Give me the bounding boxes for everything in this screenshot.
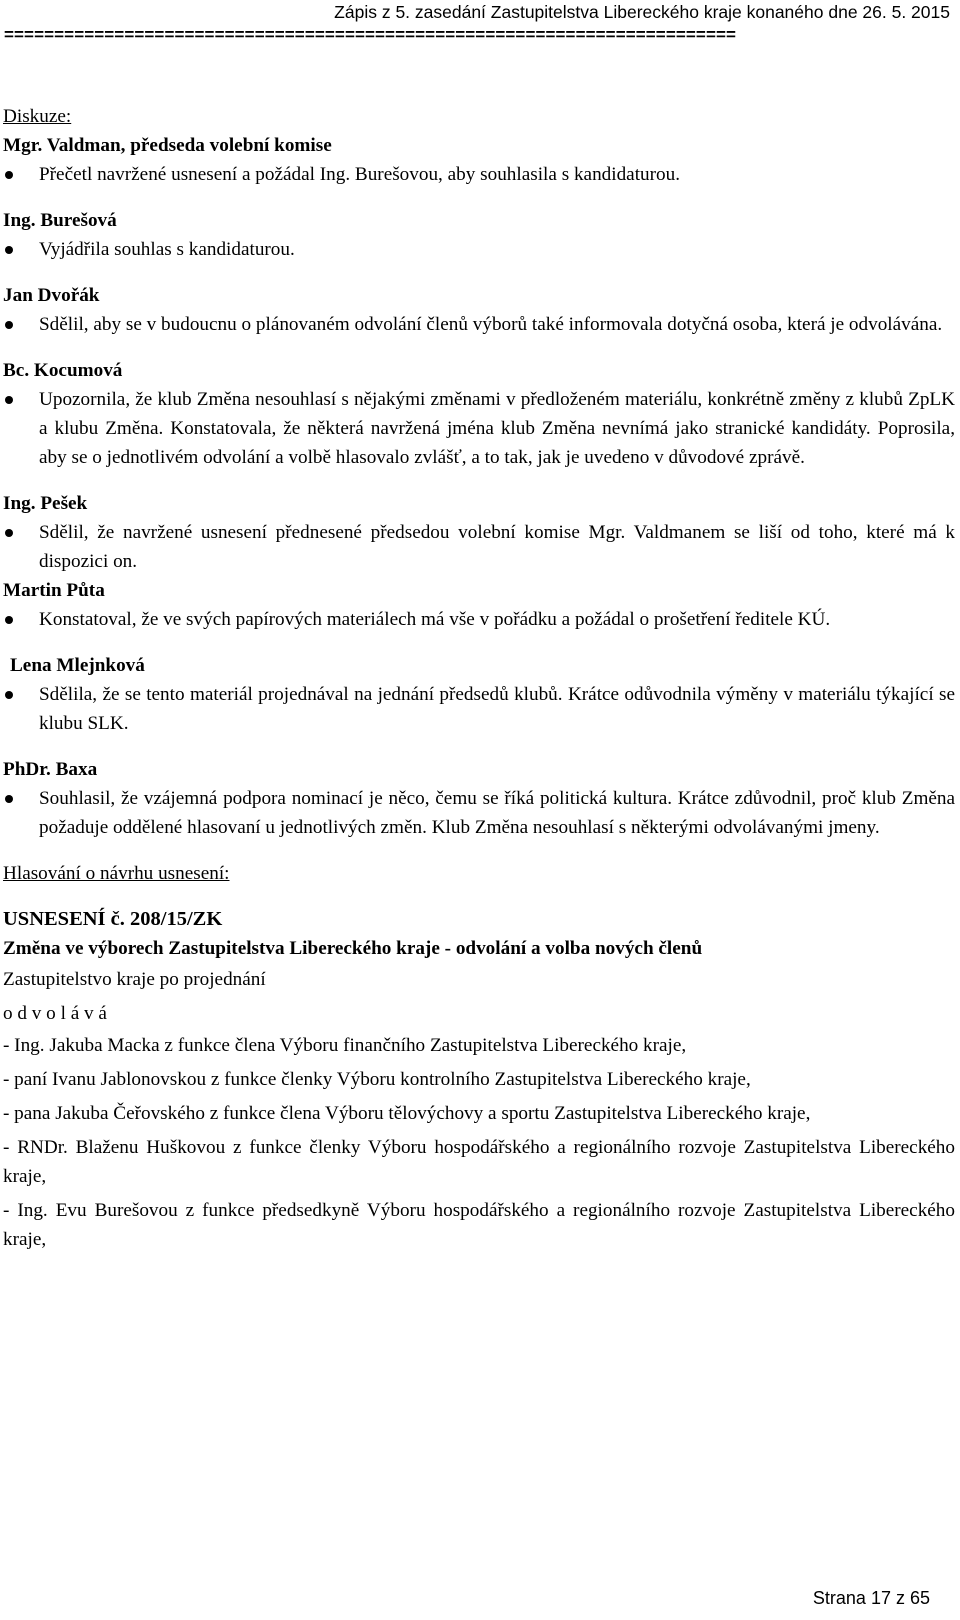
resolution-item: - Ing. Evu Burešovou z funkce předsedkyně Výboru hospodářského a regionálního rozvoje Zastupitelstva Libereckého kraje, xyxy=(3,1200,955,1250)
speaker-name: Lena Mlejnková xyxy=(10,655,145,676)
bullet-list xyxy=(3,385,955,472)
resolution-item: - paní Ivanu Jablonovskou z funkce členky Výboru kontrolního Zastupitelstva Libereckého kraje, xyxy=(3,1069,751,1090)
speaker-name: Ing. Burešová xyxy=(3,210,117,231)
bullet-item: Konstatoval, že ve svých papírových materiálech má vše v pořádku a požádal o prošetření ředitele KÚ. xyxy=(3,605,955,634)
speaker-name: Ing. Pešek xyxy=(3,493,88,514)
resolution-item: - Ing. Jakuba Macka z funkce člena Výboru finančního Zastupitelstva Libereckého kraje, xyxy=(3,1035,687,1056)
resolution-intro: Zastupitelstvo kraje po projednání xyxy=(3,969,266,990)
resolution-action: o d v o l á v á xyxy=(3,1003,107,1024)
bullet-list xyxy=(3,235,955,264)
page-number: Strana 17 z 65 xyxy=(812,1588,930,1608)
speaker-name: Jan Dvořák xyxy=(3,285,100,306)
bullet-list xyxy=(3,680,955,738)
page-content xyxy=(3,102,955,1259)
bullet-list xyxy=(3,310,955,339)
discussion-heading: Diskuze: xyxy=(3,106,72,127)
resolution-item: - RNDr. Blaženu Huškovou z funkce členky Výboru hospodářského a regionálního rozvoje Zastupitelstva Libereckého kraje, xyxy=(3,1137,955,1187)
vote-heading: Hlasování o návrhu usnesení: xyxy=(3,863,230,884)
bullet-item: Přečetl navržené usnesení a požádal Ing. Burešovou, aby souhlasila s kandidaturou. xyxy=(3,160,955,189)
speaker-name: Mgr. Valdman, předseda volební komise xyxy=(3,135,332,156)
speaker-name: Martin Půta xyxy=(3,580,105,601)
bullet-list xyxy=(3,605,955,634)
bullet-list xyxy=(3,518,955,576)
bullet-item: Upozornila, že klub Změna nesouhlasí s nějakými změnami v předloženém materiálu, konkrétně změny z klubů ZpLK a klubu Změna. Konstatovala, že některá navržená jména klub Změna nevnímá jako stranické kandidáty. Poprosila, aby se o jednotlivém odvolání a volbě hlasovalo zvlášť, a to tak, jak je uvedeno v důvodové zprávě. xyxy=(3,385,955,472)
bullet-item: Vyjádřila souhlas s kandidaturou. xyxy=(3,235,955,264)
speaker-name: Bc. Kocumová xyxy=(3,360,123,381)
speaker-name: PhDr. Baxa xyxy=(3,759,98,780)
resolution-subject: Změna ve výborech Zastupitelstva Libereckého kraje - odvolání a volba nových členů xyxy=(3,938,703,959)
page-header-title: Zápis z 5. zasedání Zastupitelstva Libereckého kraje konaného dne 26. 5. 2015 xyxy=(334,2,950,22)
bullet-item: Souhlasil, že vzájemná podpora nominací je něco, čemu se říká politická kultura. Krátce zdůvodnil, proč klub Změna požaduje oddělené hlasovaní u jednotlivých změn. Klub Změna nesouhlasí s některými odvolávanými jmeny. xyxy=(3,784,955,842)
resolution-item: - pana Jakuba Čeřovského z funkce člena Výboru tělovýchovy a sportu Zastupitelstva Libereckého kraje, xyxy=(3,1103,811,1124)
bullet-list xyxy=(3,784,955,842)
bullet-item: Sdělil, že navržené usnesení přednesené předsedou volební komise Mgr. Valdmanem se liší od toho, které má k dispozici on. xyxy=(3,518,955,576)
bullet-item: Sdělila, že se tento materiál projednával na jednání předsedů klubů. Krátce odůvodnila výměny v materiálu týkající se klubu SLK. xyxy=(3,680,955,738)
bullet-list xyxy=(3,160,955,189)
header-rule: ========================================================================= xyxy=(4,25,737,44)
resolution-number: USNESENÍ č. 208/15/ZK xyxy=(3,908,223,930)
bullet-item: Sdělil, aby se v budoucnu o plánovaném odvolání členů výborů také informovala dotyčná osoba, která je odvolávána. xyxy=(3,310,955,339)
